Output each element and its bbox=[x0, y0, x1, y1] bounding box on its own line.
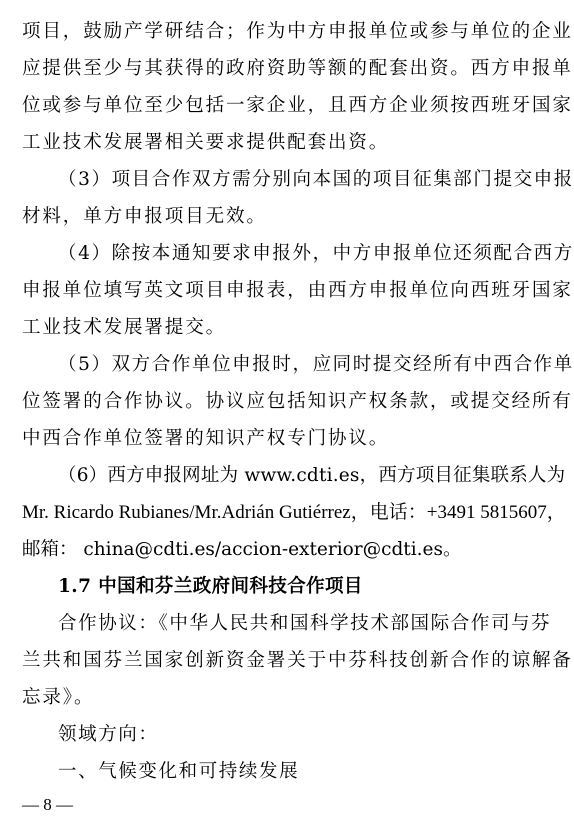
text-line: 兰共和国芬兰国家创新资金署关于中芬科技创新合作的谅解备 bbox=[22, 650, 573, 671]
contact-line: Mr. Ricardo Rubianes/Mr.Adrián Gutiérrez，电话：+3491 5815607， bbox=[22, 502, 566, 523]
text-line: 位或参与单位至少包括一家企业，且西方企业须按西班牙国家 bbox=[22, 95, 573, 116]
agreement-line: 合作协议：《中华人民共和国科学技术部国际合作司与芬 bbox=[58, 613, 552, 634]
text-line: 申报单位填写英文项目申报表，由西方申报单位向西班牙国家 bbox=[22, 280, 573, 301]
paragraph-item-3: （3）项目合作双方需分别向本国的项目征集部门提交申报 bbox=[58, 169, 574, 190]
field-item-1: 一、气候变化和可持续发展 bbox=[58, 761, 300, 782]
email-line: 邮箱： china@cdti.es/accion-exterior@cdti.es。 bbox=[22, 539, 462, 560]
text-line: 工业技术发展署提交。 bbox=[22, 317, 227, 338]
page-number: — 8 — bbox=[22, 795, 73, 814]
text-line: 工业技术发展署相关要求提供配套出资。 bbox=[22, 132, 390, 153]
text-line: 忘录》。 bbox=[22, 687, 95, 708]
section-heading: 1.7 中国和芬兰政府间科技合作项目 bbox=[58, 576, 363, 597]
text-line: 位签署的合作协议。协议应包括知识产权条款，或提交经所有 bbox=[22, 391, 573, 412]
paragraph-item-5: （5）双方合作单位申报时，应同时提交经所有中西合作单 bbox=[58, 354, 574, 375]
text-line: 应提供至少与其获得的政府资助等额的配套出资。西方申报单 bbox=[22, 58, 573, 79]
text-line: 材料，单方申报项目无效。 bbox=[22, 206, 267, 227]
text-line: 中西合作单位签署的知识产权专门协议。 bbox=[22, 428, 390, 449]
paragraph-item-6: （6）西方申报网址为 www.cdti.es，西方项目征集联系人为 bbox=[58, 465, 566, 486]
field-direction-label: 领域方向： bbox=[58, 724, 159, 745]
paragraph-item-4: （4）除按本通知要求申报外，中方申报单位还须配合西方 bbox=[58, 243, 574, 264]
text-line: 项目，鼓励产学研结合；作为中方申报单位或参与单位的企业 bbox=[22, 21, 573, 42]
